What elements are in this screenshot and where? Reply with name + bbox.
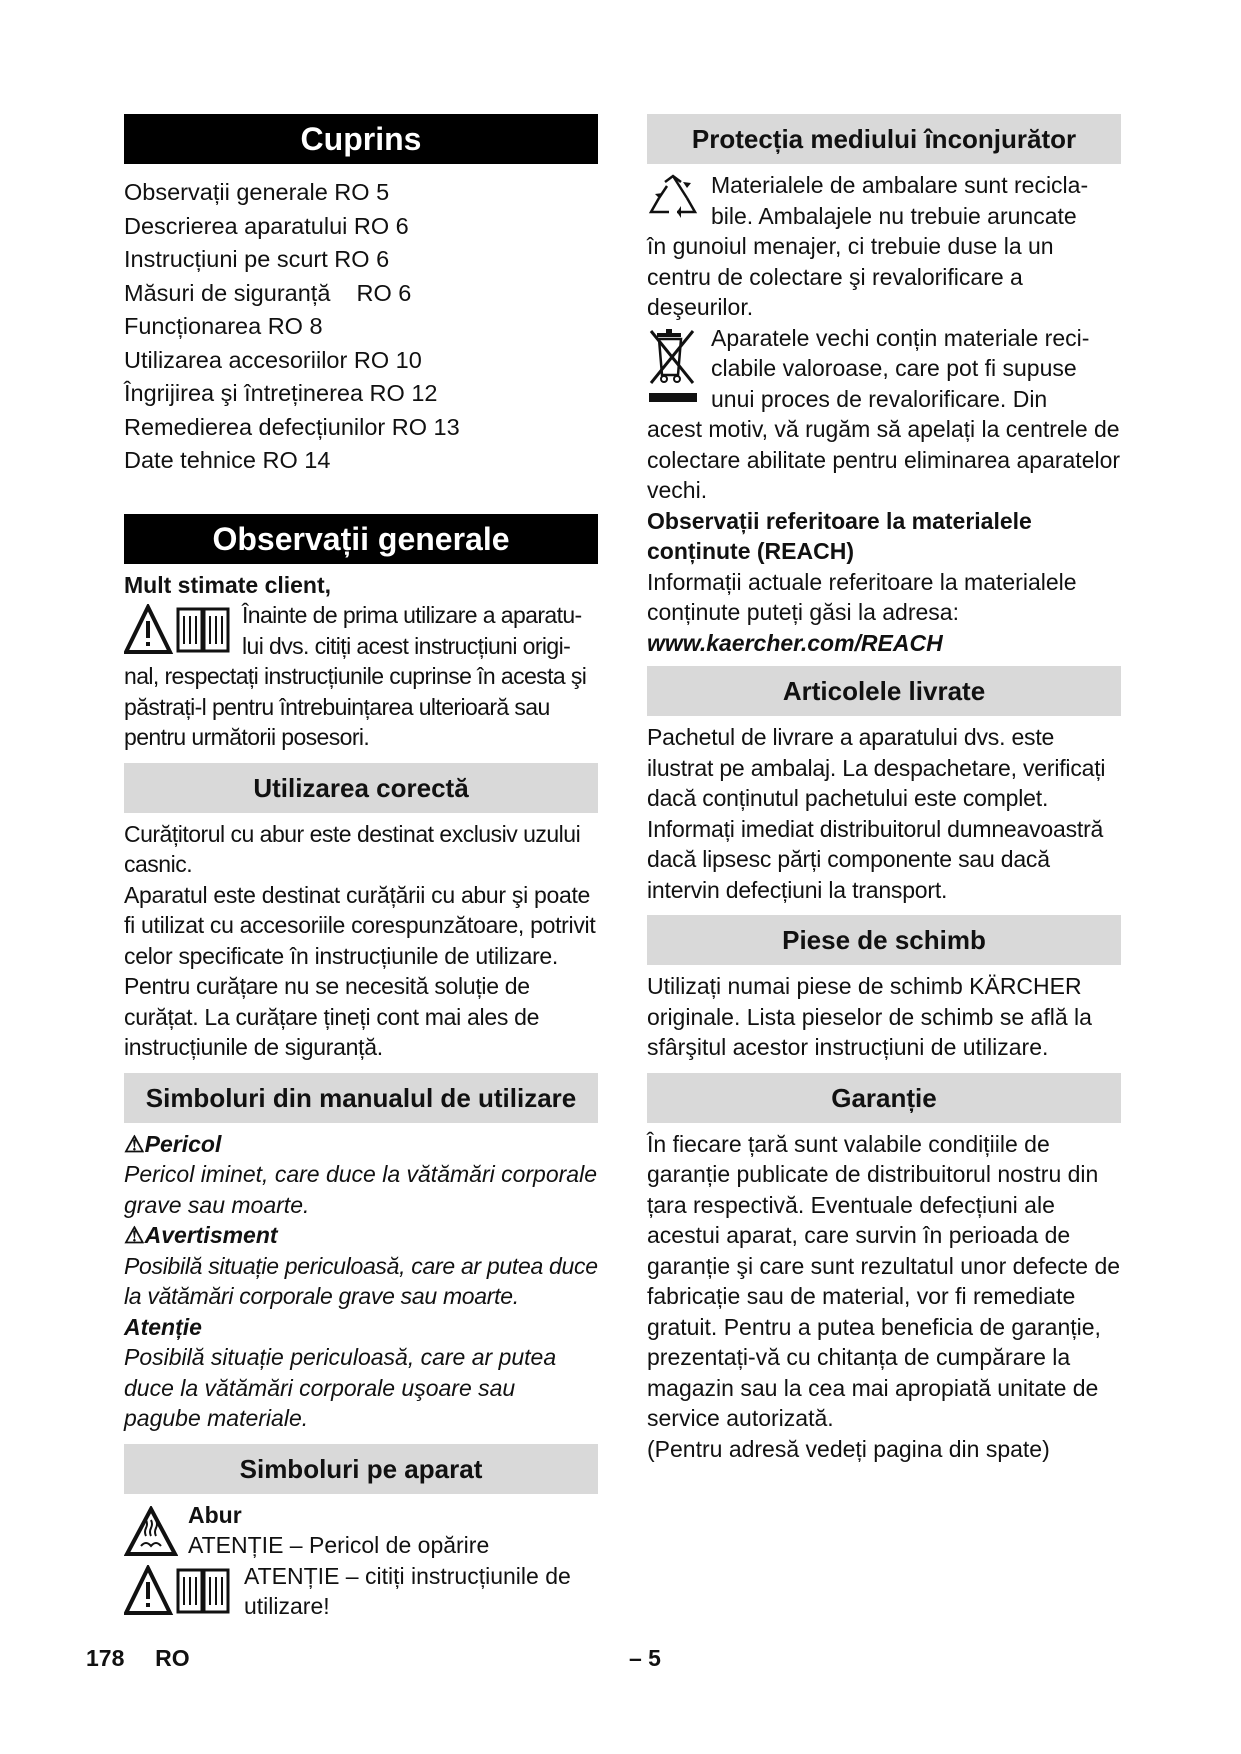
right-column bbox=[647, 114, 1121, 1464]
general-title: Observații generale bbox=[124, 514, 598, 564]
warranty-text: În fiecare țară sunt valabile condițiile de garanție publicate de distribuitorul nostru din țara respectivă. Eventuale defecțiuni ale acestui aparat, care survin în perioada de garanție şi care sunt rezultatul unor defecte de fabricație sau de material, vor fi remediate gratuit. Pentru a putea beneficia de garanție, prezentați-vă cu chitanța de cumpărare la magazin sau la cea mai apropiată unitate de service autorizată. bbox=[647, 1130, 1121, 1431]
warning-icon: ⚠ bbox=[124, 1222, 145, 1248]
read-manual-icon-pair bbox=[124, 604, 236, 656]
warning-triangle-book-icon bbox=[124, 604, 236, 656]
footer-page-info bbox=[86, 1643, 190, 1674]
spare-parts-text: Utilizați numai piese de schimb KÄRCHER originale. Lista pieselor de schimb se află la sfârşitul acestor instrucțiuni de utilizare. bbox=[647, 973, 1092, 1060]
weee-block bbox=[647, 323, 1121, 506]
page-number: 178 bbox=[86, 1645, 125, 1671]
toc-item[interactable]: Îngrijirea şi întreținerea RO 12 bbox=[124, 380, 438, 406]
general-text-line1: Înainte de prima utilizare a aparatu- bbox=[242, 602, 582, 628]
warranty-title: Garanție bbox=[647, 1073, 1121, 1123]
toc-item[interactable]: Utilizarea accesoriilor RO 10 bbox=[124, 346, 422, 373]
reach-text: Informații actuale referitoare la materialele conținute puteți găsi la adresa: bbox=[647, 568, 1077, 625]
crossed-bin-icon bbox=[647, 327, 699, 409]
general-text-line2: lui dvs. citiți acest instrucțiuni origi- bbox=[242, 632, 571, 659]
steam-icon-box bbox=[124, 1506, 178, 1558]
proper-use-p2: Aparatul este destinat curățării cu abur şi poate fi utilizat cu accesoriile corespunzătoare, potrivit celor specificate în instrucțiunile de utilizare. Pentru curățare nu se necesită soluție de curățat. La curățare țineți cont mai ales de instrucțiunile de siguranță. bbox=[124, 881, 596, 1060]
toc-item[interactable]: Instrucțiuni pe scurt RO 6 bbox=[124, 246, 390, 272]
proper-use-p1: Curățitorul cu abur este destinat exclusiv uzului casnic. bbox=[124, 820, 581, 877]
toc-item[interactable]: Măsuri de siguranță RO 6 bbox=[124, 279, 412, 306]
caution-text: Posibilă situație periculoasă, care ar putea duce la vătămări corporale uşoare sau pagube materiale. bbox=[124, 1344, 557, 1431]
toc-item[interactable]: Observații generale RO 5 bbox=[124, 179, 390, 205]
greeting: Mult stimate client, bbox=[124, 571, 332, 598]
general-text-rest: nal, respectați instrucțiunile cuprinse în acesta şi păstrați-l pentru întrebuințarea ulterioară sau pentru următorii posesori. bbox=[124, 663, 587, 750]
delivery-title: Articolele livrate bbox=[647, 666, 1121, 716]
manual-symbols-title: Simboluri din manualul de utilizare bbox=[124, 1073, 598, 1123]
warning-icon: ⚠ bbox=[124, 1130, 145, 1157]
footer-lang: RO bbox=[155, 1645, 190, 1671]
reach-url-link[interactable]: www.kaercher.com/REACH bbox=[647, 629, 943, 656]
recycle-icon-box bbox=[647, 174, 699, 224]
environment-title: Protecția mediului înconjurător bbox=[647, 114, 1121, 164]
weee-text-rest: acest motiv, vă rugăm să apelați la centrele de colectare abilitate pentru eliminarea aparatelor vechi. bbox=[647, 416, 1121, 503]
steam-label: Abur bbox=[188, 1501, 242, 1528]
warning-text: Posibilă situație periculoasă, care ar putea duce la vătămări corporale grave sau moarte. bbox=[124, 1252, 598, 1309]
read-icon-box bbox=[124, 1565, 236, 1617]
recycle-block bbox=[647, 170, 1121, 323]
toc-list bbox=[124, 176, 598, 478]
danger-text: Pericol iminet, care duce la vătămări corporale grave sau moarte. bbox=[124, 1161, 597, 1218]
warning-heading bbox=[124, 1220, 598, 1251]
proper-use-title: Utilizarea corectă bbox=[124, 763, 598, 813]
recycle-text-line2: bile. Ambalajele nu trebuie aruncate bbox=[711, 202, 1077, 229]
spare-parts-title: Piese de schimb bbox=[647, 915, 1121, 965]
toc-item[interactable]: Funcționarea RO 8 bbox=[124, 313, 323, 339]
warning-triangle-book-icon bbox=[124, 1565, 236, 1617]
warning-label: Avertisment bbox=[144, 1222, 278, 1248]
delivery-text: Pachetul de livrare a aparatului dvs. este ilustrat pe ambalaj. La despachetare, verificați dacă conținutul pachetului este complet. Informați imediat distribuitorul dumneavoastră dacă lipsesc părți componente sau dacă intervin defecțiuni la transport. bbox=[647, 724, 1106, 903]
device-symbols-title: Simboluri pe aparat bbox=[124, 1444, 598, 1494]
recycle-text-line1: Materialele de ambalare sunt recicla- bbox=[711, 172, 1089, 198]
danger-heading bbox=[124, 1129, 598, 1160]
toc-item[interactable]: Remedierea defecțiunilor RO 13 bbox=[124, 413, 460, 440]
danger-label: Pericol bbox=[144, 1130, 222, 1157]
recycle-icon bbox=[647, 174, 699, 224]
left-column bbox=[124, 114, 598, 1622]
read-text-line1: ATENȚIE – citiți instrucțiunile de bbox=[244, 1562, 571, 1589]
read-text-line2: utilizare! bbox=[244, 1593, 330, 1619]
toc-item[interactable]: Descrierea aparatului RO 6 bbox=[124, 212, 409, 239]
weee-text-line1: Aparatele vechi conțin materiale reci- bbox=[711, 324, 1090, 351]
steam-warning-icon bbox=[124, 1506, 178, 1558]
weee-text-line2: clabile valoroase, care pot fi supuse bbox=[711, 355, 1077, 381]
read-instructions-block bbox=[124, 1561, 598, 1622]
warranty-note: (Pentru adresă vedeți pagina din spate) bbox=[647, 1435, 1050, 1462]
weee-text-line3: unui proces de revalorificare. Din bbox=[711, 385, 1048, 412]
toc-item[interactable]: Date tehnice RO 14 bbox=[124, 447, 331, 473]
caution-label: Atenție bbox=[124, 1313, 202, 1340]
reach-title: Observații referitoare la materialele conținute (REACH) bbox=[647, 507, 1032, 564]
weee-icon-box bbox=[647, 327, 699, 409]
toc-title: Cuprins bbox=[124, 114, 598, 164]
section-page-number: – 5 bbox=[629, 1645, 661, 1671]
steam-symbol-block bbox=[124, 1500, 598, 1561]
recycle-text-rest: în gunoiul menajer, ci trebuie duse la un centru de colectare şi revalorificare a deşeurilor. bbox=[647, 233, 1054, 320]
steam-text: ATENȚIE – Pericol de opărire bbox=[188, 1532, 490, 1558]
read-manual-block bbox=[124, 600, 598, 753]
